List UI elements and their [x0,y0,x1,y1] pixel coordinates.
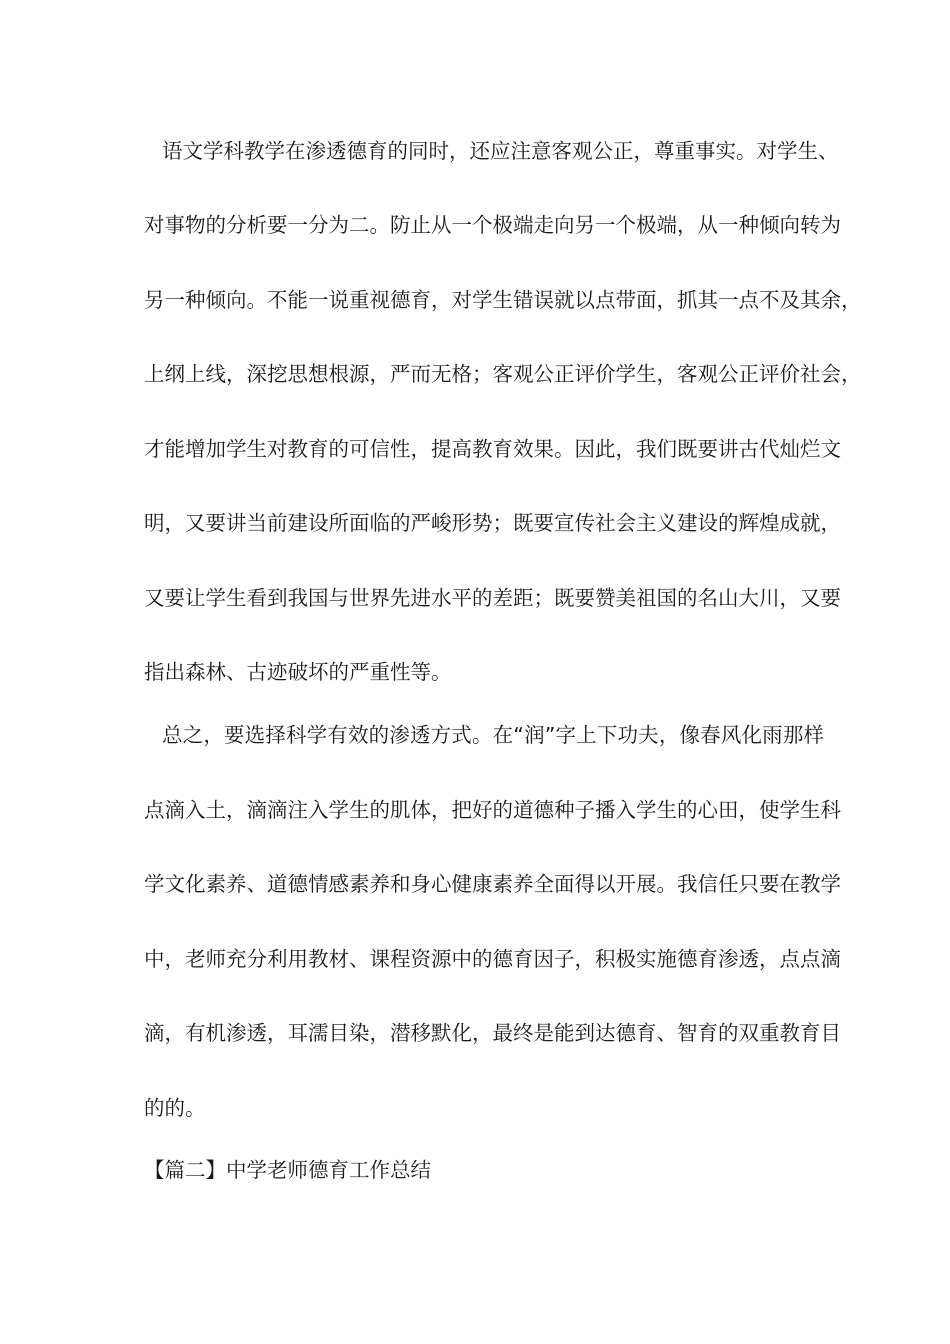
paragraph-line: 上纲上线，深挖思想根源，严而无格；客观公正评价学生，客观公正评价社会， [144,362,862,386]
paragraph-line: 又要让学生看到我国与世界先进水平的差距；既要赞美祖国的名山大川，又要 [144,586,841,610]
paragraph-line: 滴，有机渗透，耳濡目染，潜移默化，最终是能到达德育、智育的双重教育目 [144,1021,841,1045]
paragraph-line: 的的。 [144,1096,206,1120]
paragraph-line: 另一种倾向。不能一说重视德育，对学生错误就以点带面，抓其一点不及其余， [144,288,862,312]
paragraph-line: 总之，要选择科学有效的渗透方式。在“润”字上下功夫，像春风化雨那样 [162,723,824,747]
paragraph-line: 指出森林、古迹破坏的严重性等。 [144,660,452,684]
paragraph-line: 明，又要讲当前建设所面临的严峻形势；既要宣传社会主义建设的辉煌成就， [144,511,841,535]
paragraph-line: 点滴入土，滴滴注入学生的肌体，把好的道德种子播入学生的心田，使学生科 [144,798,841,822]
section-heading: 【篇二】中学老师德育工作总结 [144,1158,431,1182]
paragraph-line: 中，老师充分利用教材、课程资源中的德育因子，积极实施德育渗透，点点滴 [144,947,841,971]
paragraph-line: 学文化素养、道德情感素养和身心健康素养全面得以开展。我信任只要在教学 [144,872,841,896]
paragraph-line: 对事物的分析要一分为二。防止从一个极端走向另一个极端，从一种倾向转为 [144,213,841,237]
paragraph-line: 语文学科教学在渗透德育的同时，还应注意客观公正，尊重事实。对学生、 [162,139,839,163]
paragraph-line: 才能增加学生对教育的可信性，提高教育效果。因此，我们既要讲古代灿烂文 [144,437,841,461]
